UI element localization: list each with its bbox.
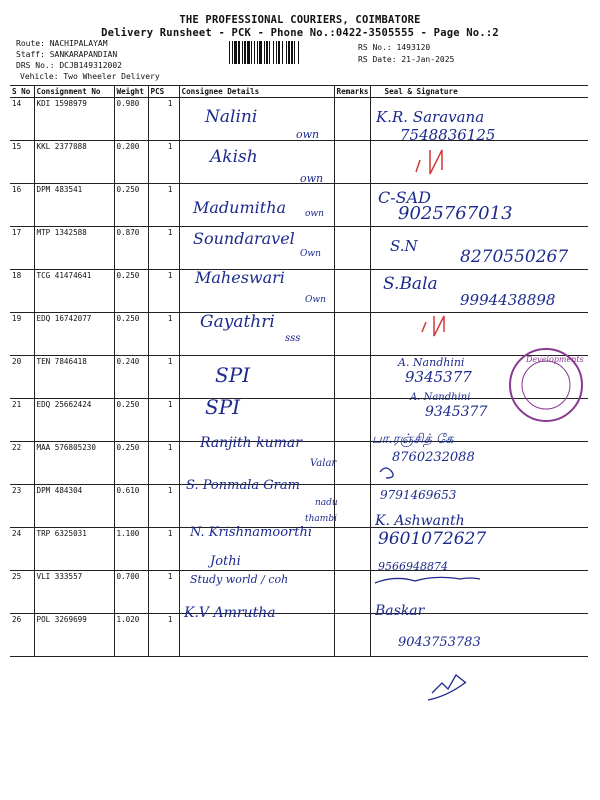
consignment-no: EDQ 25662424 [34, 399, 114, 442]
pcs: 1 [148, 270, 179, 313]
handwritten-signature: C-SAD [378, 188, 431, 207]
table-row [10, 399, 588, 442]
table-row [10, 184, 588, 227]
sno: 16 [10, 184, 34, 227]
col-weight: Weight [114, 86, 148, 98]
company-title: THE PROFESSIONAL COURIERS, COIMBATORE [179, 14, 421, 26]
handwritten-signature: K. Ashwanth [375, 513, 465, 529]
handwritten-signature: K.R. Saravana [376, 108, 485, 126]
remarks-cell [334, 98, 370, 141]
pcs: 1 [148, 184, 179, 227]
consignment-no: TEN 7846418 [34, 356, 114, 399]
handwritten-consignee: Akish [210, 147, 258, 167]
handwritten-phone: 8270550267 [460, 247, 569, 267]
remarks-cell [334, 141, 370, 184]
handwritten-phone: 9345377 [425, 404, 488, 420]
runsheet-table [10, 85, 588, 657]
table-row [10, 227, 588, 270]
table-row [10, 141, 588, 184]
handwritten-consignee: SPI [205, 395, 241, 419]
weight: 0.700 [114, 571, 148, 614]
pcs: 1 [148, 614, 179, 657]
handwritten-consignee: Ranjith kumar [200, 435, 302, 451]
table-row [10, 571, 588, 614]
consignment-no: DPM 484304 [34, 485, 114, 528]
col-signature: Seal & Signature [370, 86, 588, 98]
handwritten-consignee: Nalini [205, 107, 258, 127]
handwritten-phone: 9601072627 [378, 529, 487, 549]
signature-cell [370, 313, 588, 356]
weight: 0.250 [114, 399, 148, 442]
consignee-cell [179, 227, 334, 270]
handwritten-consignee: Gayathri [200, 312, 275, 332]
sno: 26 [10, 614, 34, 657]
weight: 0.870 [114, 227, 148, 270]
handwritten-phone: 9994438898 [460, 291, 556, 309]
signature-cell [370, 442, 588, 485]
sno: 14 [10, 98, 34, 141]
consignee-cell [179, 356, 334, 399]
sno: 24 [10, 528, 34, 571]
weight: 0.250 [114, 270, 148, 313]
handwritten-signature: Baskar [375, 603, 425, 619]
remarks-cell [334, 270, 370, 313]
handwritten-phone: 7548836125 [400, 126, 496, 144]
consignee-cell [179, 614, 334, 657]
weight: 0.250 [114, 313, 148, 356]
sno: 18 [10, 270, 34, 313]
remarks-cell [334, 614, 370, 657]
consignment-no: MAA 576805230 [34, 442, 114, 485]
sno: 25 [10, 571, 34, 614]
consignment-no: EDQ 16742077 [34, 313, 114, 356]
handwritten-consignee-note: Study world / coh [190, 573, 289, 586]
consignment-no: MTP 1342588 [34, 227, 114, 270]
table-row [10, 442, 588, 485]
table-row [10, 270, 588, 313]
consignee-cell [179, 313, 334, 356]
signature-cell [370, 399, 588, 442]
route-info: Route: NACHIPALAYAM [16, 39, 108, 48]
stamp-text: Developments [526, 355, 584, 364]
handwritten-signature: S.N [390, 237, 418, 255]
signature-cell [370, 98, 588, 141]
signature-cell [370, 356, 588, 399]
handwritten-signature: S.Bala [383, 274, 438, 294]
handwritten-phone: 9025767013 [398, 203, 513, 224]
remarks-cell [334, 227, 370, 270]
handwritten-consignee-note: Own [305, 295, 326, 305]
weight: 0.250 [114, 442, 148, 485]
sno: 21 [10, 399, 34, 442]
handwritten-consignee-note: sss [285, 333, 301, 344]
table-row [10, 528, 588, 571]
handwritten-consignee-note: own [300, 172, 324, 185]
consignee-cell [179, 141, 334, 184]
table-row [10, 356, 588, 399]
col-pcs: PCS [148, 86, 179, 98]
pcs: 1 [148, 485, 179, 528]
table-header [10, 86, 588, 98]
rs-number: RS No.: 1493120 [358, 43, 431, 52]
col-remarks: Remarks [334, 86, 370, 98]
consignee-cell [179, 399, 334, 442]
signature-cell [370, 485, 588, 528]
table-row [10, 485, 588, 528]
vehicle-info: Vehicle: Two Wheeler Delivery [20, 72, 160, 81]
table-row [10, 313, 588, 356]
signature-cell [370, 571, 588, 614]
signature-cell [370, 270, 588, 313]
drs-info: DRS No.: DCJB149312002 [16, 61, 122, 70]
weight: 0.250 [114, 184, 148, 227]
signature-cell [370, 141, 588, 184]
sno: 15 [10, 141, 34, 184]
consignment-no: KKL 2377088 [34, 141, 114, 184]
pcs: 1 [148, 528, 179, 571]
pcs: 1 [148, 399, 179, 442]
remarks-cell [334, 184, 370, 227]
consignee-cell [179, 184, 334, 227]
remarks-cell [334, 313, 370, 356]
handwritten-consignee: N. Krishnamoorthi [190, 525, 313, 540]
sno: 17 [10, 227, 34, 270]
sno: 20 [10, 356, 34, 399]
consignment-no: TCG 41474641 [34, 270, 114, 313]
pcs: 1 [148, 571, 179, 614]
remarks-cell [334, 442, 370, 485]
sno: 22 [10, 442, 34, 485]
pcs: 1 [148, 442, 179, 485]
weight: 0.200 [114, 141, 148, 184]
sno: 19 [10, 313, 34, 356]
col-sno: S No [10, 86, 34, 98]
consignment-no: DPM 483541 [34, 184, 114, 227]
signature-cell [370, 614, 588, 657]
handwritten-consignee-note: Valar [310, 458, 337, 469]
signature-scribble [428, 675, 466, 700]
col-consignee: Consignee Details [179, 86, 334, 98]
col-consignment: Consignment No [34, 86, 114, 98]
remarks-cell [334, 485, 370, 528]
table-row [10, 98, 588, 141]
pcs: 1 [148, 313, 179, 356]
consignee-cell [179, 98, 334, 141]
pcs: 1 [148, 227, 179, 270]
weight: 0.240 [114, 356, 148, 399]
pcs: 1 [148, 98, 179, 141]
handwritten-consignee-note: nadu [315, 498, 338, 508]
handwritten-consignee-note: own [296, 128, 320, 141]
consignee-cell [179, 485, 334, 528]
pcs: 1 [148, 141, 179, 184]
signature-cell [370, 184, 588, 227]
handwritten-consignee-note: Own [300, 249, 321, 259]
handwritten-consignee: Maheswari [195, 268, 285, 287]
consignee-cell [179, 571, 334, 614]
consignment-no: TRP 6325031 [34, 528, 114, 571]
handwritten-consignee: Soundaravel [193, 229, 295, 248]
pcs: 1 [148, 356, 179, 399]
rs-date: RS Date: 21-Jan-2025 [358, 55, 455, 64]
consignment-no: POL 3269699 [34, 614, 114, 657]
handwritten-phone: 9566948874 [378, 560, 448, 573]
handwritten-phone: 9345377 [405, 368, 472, 386]
handwritten-phone: 8760232088 [392, 450, 475, 465]
consignment-no: KDI 1598979 [34, 98, 114, 141]
weight: 0.610 [114, 485, 148, 528]
weight: 1.020 [114, 614, 148, 657]
staff-info: Staff: SANKARAPANDIAN [16, 50, 118, 59]
handwritten-consignee-note: thambi [305, 514, 337, 524]
barcode-bar [299, 41, 301, 64]
handwritten-consignee: K.V Amrutha [184, 605, 276, 621]
runsheet-title: Delivery Runsheet - PCK - Phone No.:0422-3505555 - Page No.:2 [101, 27, 499, 39]
consignee-cell [179, 270, 334, 313]
handwritten-consignee: S. Ponmala Gram [186, 478, 300, 493]
handwritten-signature: A. Nandhini [398, 356, 465, 369]
barcode [229, 41, 352, 64]
signature-cell [370, 227, 588, 270]
handwritten-signature: பா.ரஞ்சித் கே [372, 432, 454, 447]
handwritten-phone: 9791469653 [380, 488, 457, 502]
consignment-no: VLI 333557 [34, 571, 114, 614]
consignee-cell [179, 528, 334, 571]
handwritten-signature: A. Nandhini [410, 392, 471, 403]
weight: 1.100 [114, 528, 148, 571]
weight: 0.980 [114, 98, 148, 141]
signature-cell [370, 528, 588, 571]
sno: 23 [10, 485, 34, 528]
handwritten-consignee: Madumitha [193, 198, 287, 217]
remarks-cell [334, 571, 370, 614]
consignee-cell [179, 442, 334, 485]
remarks-cell [334, 528, 370, 571]
handwritten-phone: 9043753783 [398, 635, 481, 650]
remarks-cell [334, 356, 370, 399]
handwritten-consignee: SPI [215, 363, 251, 387]
remarks-cell [334, 399, 370, 442]
handwritten-consignee: Jothi [210, 554, 241, 569]
handwritten-consignee-note: own [305, 209, 324, 219]
table-row [10, 614, 588, 657]
